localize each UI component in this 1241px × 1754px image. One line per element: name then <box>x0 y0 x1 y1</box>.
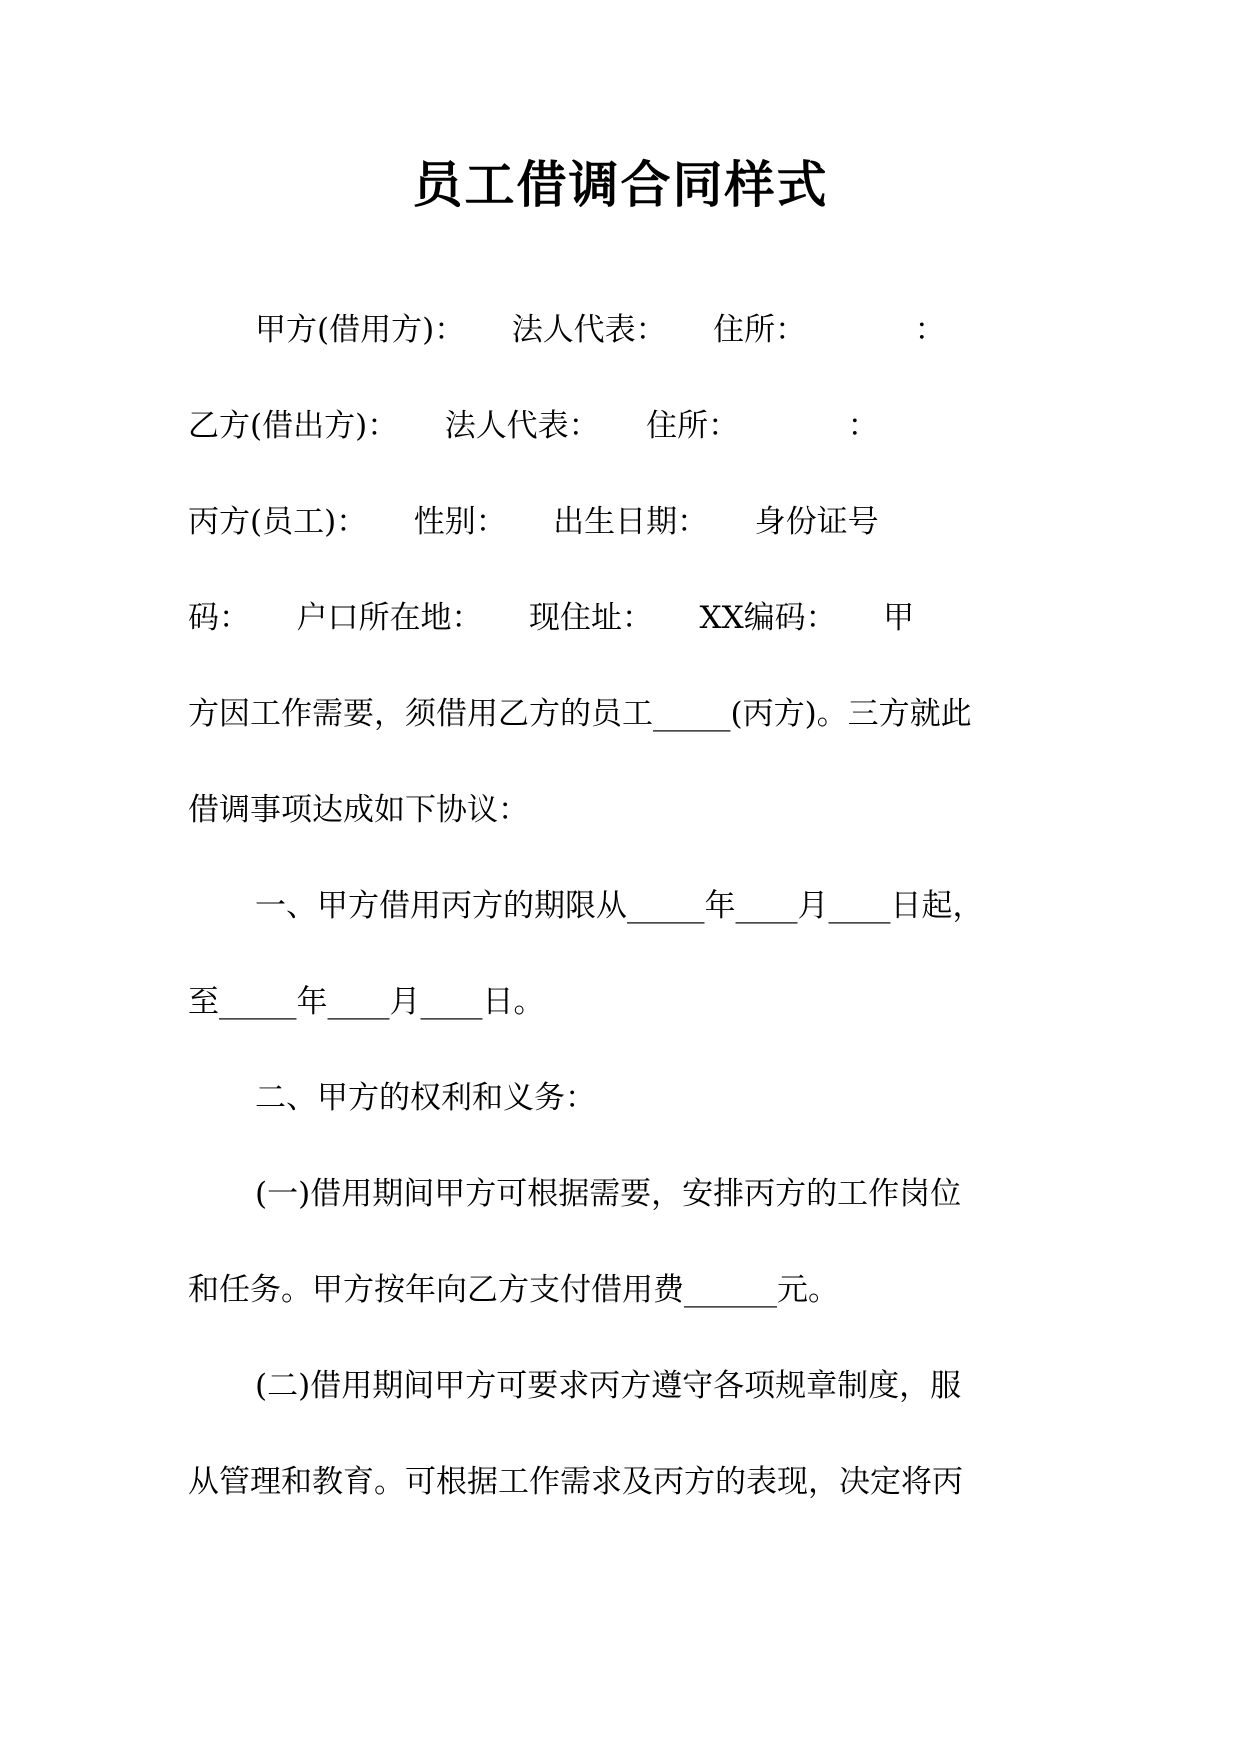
clause-2-1-line-1: (一)借用期间甲方可根据需要，安排丙方的工作岗位 <box>255 1176 962 1212</box>
preamble-line-1: 方因工作需要，须借用乙方的员工_____(丙方)。三方就此 <box>188 696 972 732</box>
party-a-line: 甲方(借用方)： 法人代表： 住所： ： <box>255 312 946 348</box>
party-b-line: 乙方(借出方)： 法人代表： 住所： ： <box>188 408 879 444</box>
party-c-info-line: 码： 户口所在地： 现住址： XX编码： 甲 <box>188 600 915 636</box>
clause-2-2-line-2: 从管理和教育。可根据工作需求及丙方的表现，决定将丙 <box>188 1464 963 1500</box>
clause-2-heading: 二、甲方的权利和义务： <box>255 1080 596 1116</box>
party-c-line: 丙方(员工)： 性别： 出生日期： 身份证号 <box>188 504 879 540</box>
document-title: 员工借调合同样式 <box>412 155 829 214</box>
clause-2-2-line-1: (二)借用期间甲方可要求丙方遵守各项规章制度，服 <box>255 1368 962 1404</box>
preamble-line-2: 借调事项达成如下协议： <box>188 792 529 828</box>
clause-1-line-2: 至_____年____月____日。 <box>188 984 545 1020</box>
clause-2-1-line-2: 和任务。甲方按年向乙方支付借用费______元。 <box>188 1272 839 1308</box>
clause-1-line-1: 一、甲方借用丙方的期限从_____年____月____日起， <box>255 888 984 924</box>
